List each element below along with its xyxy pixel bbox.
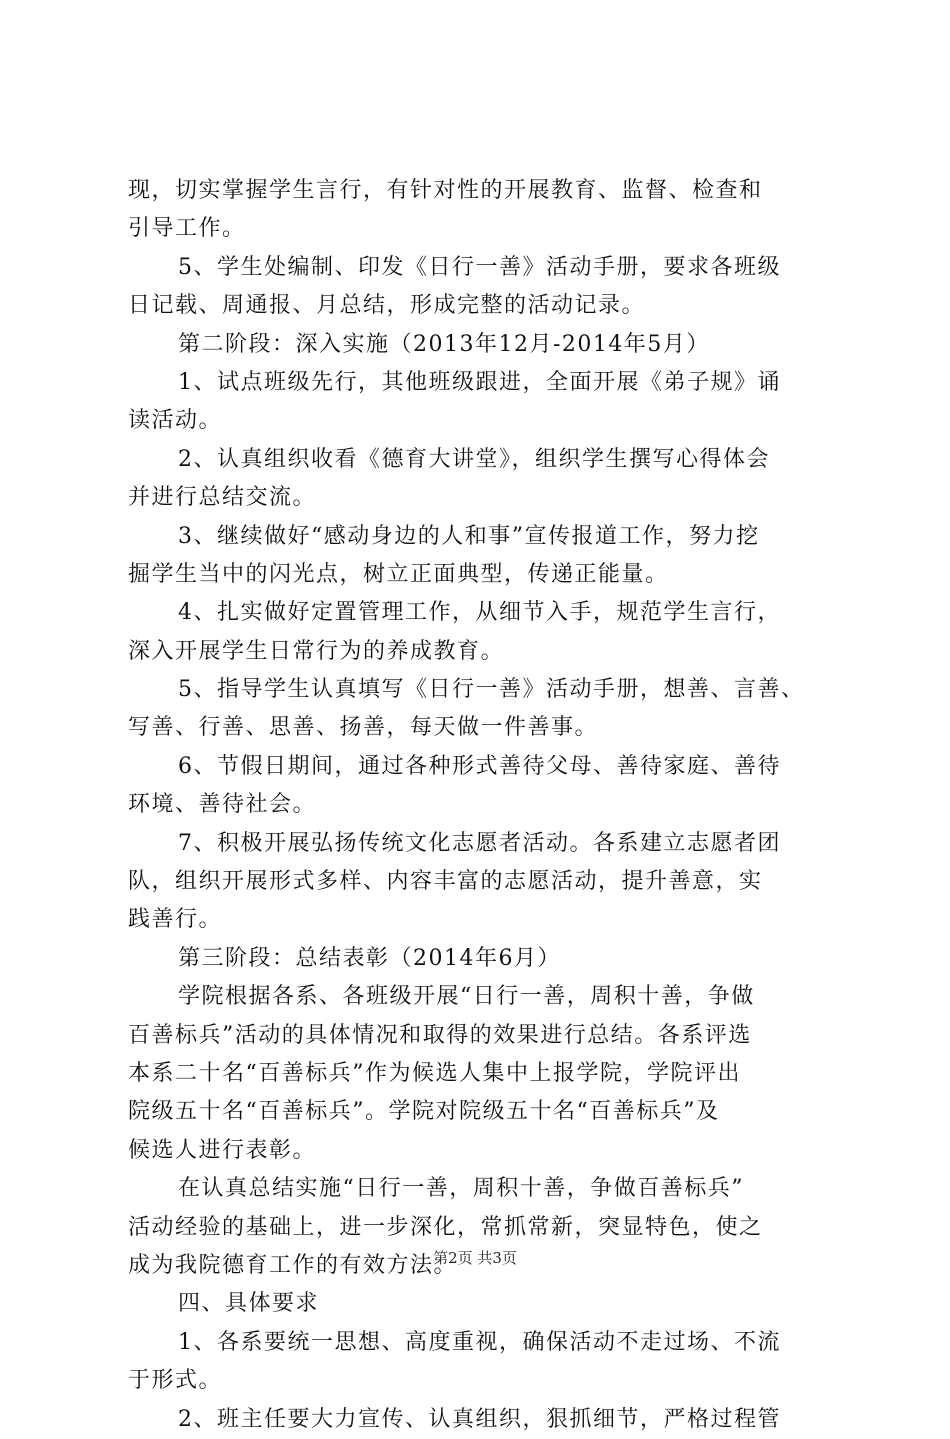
text-line: 日记载、周通报、月总结，形成完整的活动记录。 <box>128 293 646 319</box>
text-line: 学院根据各系、各班级开展“日行一善，周积十善，争做 <box>178 984 755 1010</box>
text-line: 2、认真组织收看《德育大讲堂》，组织学生撰写心得体会 <box>178 446 770 472</box>
text-line: 践善行。 <box>128 907 223 933</box>
text-line: 6、节假日期间，通过各种形式善待父母、善待家庭、善待 <box>178 753 781 779</box>
text-line: 深入开展学生日常行为的养成教育。 <box>128 638 505 664</box>
text-line: 现，切实掌握学生言行，有针对性的开展教育、监督、检查和 <box>128 178 763 203</box>
text-line: 4、扎实做好定置管理工作，从细节入手，规范学生言行， <box>178 600 781 626</box>
text-line: 成为我院德育工作的有效方法。 <box>128 1252 458 1278</box>
text-line: 引导工作。 <box>128 216 246 242</box>
text-line: 环境、善待社会。 <box>128 792 317 818</box>
text-line: 院级五十名“百善标兵”。学院对院级五十名“百善标兵”及 <box>128 1099 720 1125</box>
text-line: 四、具体要求 <box>178 1291 320 1317</box>
text-line: 候选人进行表彰。 <box>128 1137 317 1163</box>
text-line: 掘学生当中的闪光点，树立正面典型，传递正能量。 <box>128 561 669 587</box>
text-line: 百善标兵”活动的具体情况和取得的效果进行总结。各系评选 <box>128 1022 752 1048</box>
text-line: 7、积极开展弘扬传统文化志愿者活动。各系建立志愿者团 <box>178 830 781 856</box>
text-line: 本系二十名“百善标兵”作为候选人集中上报学院，学院评出 <box>128 1060 741 1086</box>
text-line: 并进行总结交流。 <box>128 485 317 511</box>
text-line: 5、指导学生认真填写《日行一善》活动手册，想善、言善、 <box>178 677 805 703</box>
text-line: 第三阶段：总结表彰（2014年6月） <box>178 945 561 971</box>
text-line: 读活动。 <box>128 408 223 434</box>
text-line: 于形式。 <box>128 1368 223 1394</box>
text-line: 1、试点班级先行，其他班级跟进，全面开展《弟子规》诵 <box>178 369 781 395</box>
text-line: 活动经验的基础上，进一步深化，常抓常新，突显特色，使之 <box>128 1214 763 1240</box>
text-line: 3、继续做好“感动身边的人和事”宣传报道工作，努力挖 <box>178 523 760 549</box>
text-line: 队，组织开展形式多样、内容丰富的志愿活动，提升善意，实 <box>128 869 763 895</box>
text-line: 1、各系要统一思想、高度重视，确保活动不走过场、不流 <box>178 1329 781 1355</box>
text-line: 5、学生处编制、印发《日行一善》活动手册，要求各班级 <box>178 254 781 280</box>
page-footer: 第2页 共3页 <box>433 1249 517 1267</box>
text-line: 在认真总结实施“日行一善，周积十善，争做百善标兵” <box>178 1176 744 1202</box>
text-line: 2、班主任要大力宣传、认真组织，狠抓细节，严格过程管 <box>178 1406 781 1432</box>
text-line: 第二阶段：深入实施（2013年12月-2014年5月） <box>178 331 710 357</box>
text-line: 写善、行善、思善、扬善，每天做一件善事。 <box>128 715 599 741</box>
